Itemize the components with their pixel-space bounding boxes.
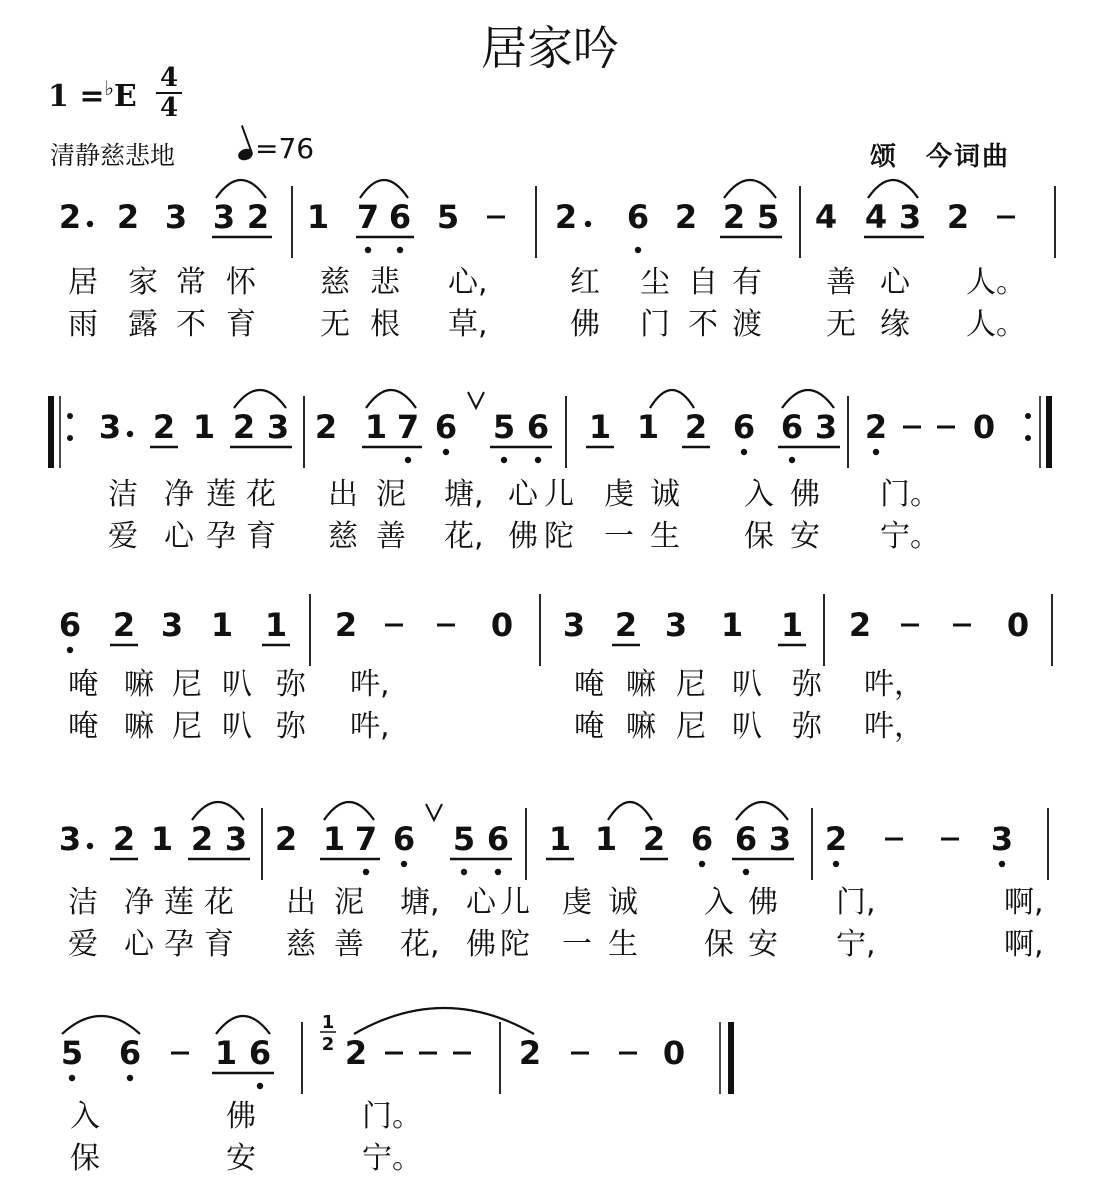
slur-arc: [736, 802, 788, 820]
lyric-syllable: 孕: [164, 927, 194, 962]
lyric-syllable: 门。: [880, 477, 940, 512]
note-1: 1: [264, 606, 288, 644]
note-6: 6: [118, 1034, 142, 1072]
lyric-syllable: 慈: [328, 519, 358, 554]
slur-arc: [366, 390, 416, 408]
lyric-syllable: 佛: [570, 307, 600, 342]
lyric-syllable: 吽,: [350, 709, 390, 744]
lyric-syllable: 善: [376, 519, 406, 554]
low-octave-dot: [443, 449, 449, 455]
augmentation-dot: [585, 221, 591, 227]
lyric-syllable: 吽，: [864, 709, 924, 744]
lyric-syllable: 心: [466, 885, 496, 920]
note-2: 2: [824, 820, 848, 858]
note-0: 0: [662, 1034, 686, 1072]
low-octave-dot: [741, 449, 747, 455]
lyric-syllable: 花,: [400, 927, 440, 962]
note-6: 6: [388, 198, 412, 236]
lyric-syllable: 悲: [370, 265, 400, 300]
note-6: 6: [690, 820, 714, 858]
slur-arc: [608, 802, 652, 820]
lyric-syllable: 叭: [222, 709, 252, 744]
lyric-syllable: 莲: [164, 885, 194, 920]
note-5: 5: [492, 408, 516, 446]
slur-arc: [782, 390, 834, 408]
lyric-syllable: 生: [608, 927, 638, 962]
lyric-syllable: 弥: [792, 667, 822, 702]
lyric-syllable: 育: [204, 927, 234, 962]
note-1: 1: [150, 820, 174, 858]
lyric-syllable: 塘,: [444, 477, 484, 512]
augmentation-dot: [87, 843, 93, 849]
lyric-syllable: 嘛: [124, 667, 154, 702]
note-1: 1: [548, 820, 572, 858]
lyric-syllable: 唵: [68, 709, 98, 744]
lyric-syllable: 入: [70, 1099, 100, 1134]
lyric-syllable: 嘛: [124, 709, 154, 744]
breath-mark: [426, 804, 442, 820]
lyric-syllable: 啊,: [1004, 885, 1044, 920]
note-0: 0: [490, 606, 514, 644]
note-2: 2: [112, 820, 136, 858]
note-1: 1: [214, 1034, 238, 1072]
note-3: 3: [814, 408, 838, 446]
lyric-syllable: 善: [826, 265, 856, 300]
note-2: 2: [554, 198, 578, 236]
lyric-syllable: 弥: [276, 709, 306, 744]
slur-arc: [354, 1008, 534, 1034]
note-2: 2: [946, 198, 970, 236]
note-1: 1: [210, 606, 234, 644]
lyric-syllable: 尼: [172, 709, 202, 744]
note-3: 3: [98, 408, 122, 446]
lyric-syllable: 门: [640, 307, 670, 342]
lyric-syllable: 尼: [676, 709, 706, 744]
lyric-syllable: 塘,: [400, 885, 440, 920]
low-octave-dot: [363, 869, 369, 875]
lyric-syllable: 安: [790, 519, 820, 554]
lyric-syllable: 嘛: [626, 667, 656, 702]
lyric-syllable: 保: [744, 519, 774, 554]
note-3: 3: [768, 820, 792, 858]
note-1: 1: [322, 820, 346, 858]
note-3: 3: [664, 606, 688, 644]
low-octave-dot: [535, 457, 541, 463]
slur-arc: [650, 390, 694, 408]
note-2: 2: [152, 408, 176, 446]
note-5: 5: [60, 1034, 84, 1072]
meter-bottom: 4: [159, 93, 179, 123]
note-3: 3: [58, 820, 82, 858]
lyric-syllable: 尘: [640, 265, 670, 300]
low-octave-dot: [69, 1075, 75, 1081]
lyric-syllable: 心: [164, 519, 194, 554]
key-signature: [48, 76, 137, 114]
lyric-syllable: 人。: [966, 307, 1026, 342]
lyric-syllable: 渡: [732, 307, 762, 342]
lyric-syllable: 儿: [544, 477, 574, 512]
low-octave-dot: [495, 869, 501, 875]
lyric-syllable: 诚: [650, 477, 680, 512]
low-octave-dot: [789, 457, 795, 463]
lyric-syllable: 花: [204, 885, 234, 920]
lyric-syllable: 怀: [226, 265, 256, 300]
lyric-syllable: 叭: [732, 667, 762, 702]
note-0: 0: [1006, 606, 1030, 644]
lyric-syllable: 弥: [792, 709, 822, 744]
note-6: 6: [626, 198, 650, 236]
lyric-syllable: 诚: [608, 885, 638, 920]
note-2: 2: [864, 408, 888, 446]
note-3: 3: [224, 820, 248, 858]
note-2: 2: [674, 198, 698, 236]
note-6: 6: [526, 408, 550, 446]
low-octave-dot: [397, 247, 403, 253]
lyric-syllable: 佛: [748, 885, 778, 920]
lyric-syllable: 宁。: [880, 519, 940, 554]
augmentation-dot: [87, 221, 93, 227]
note-5: 5: [452, 820, 476, 858]
note-4: 4: [864, 198, 888, 236]
note-6: 6: [780, 408, 804, 446]
lyric-syllable: 宁。: [362, 1141, 422, 1176]
note-1: 1: [720, 606, 744, 644]
note-2: 2: [314, 408, 338, 446]
note-3: 3: [212, 198, 236, 236]
lyric-syllable: 根: [370, 307, 400, 342]
note-1: 1: [588, 408, 612, 446]
note-2: 2: [116, 198, 140, 236]
lyric-syllable: 心: [880, 265, 910, 300]
lyric-syllable: 心: [508, 477, 538, 512]
lyric-syllable: 叭: [222, 667, 252, 702]
slur-arc: [324, 802, 374, 820]
lyric-syllable: 啊,: [1004, 927, 1044, 962]
lyric-syllable: 不: [176, 307, 206, 342]
tempo-marking: [238, 132, 314, 165]
note-6: 6: [734, 820, 758, 858]
note-2: 2: [190, 820, 214, 858]
lyric-syllable: 吽,: [350, 667, 390, 702]
note-6: 6: [732, 408, 756, 446]
meter-top: 4: [159, 63, 179, 93]
lyric-syllable: 花: [246, 477, 276, 512]
lyric-syllable: 红: [570, 265, 600, 300]
lyric-syllable: 出: [286, 885, 316, 920]
lyric-syllable: 虔: [562, 885, 592, 920]
note-1: 1: [306, 198, 330, 236]
note-4: 4: [814, 198, 838, 236]
repeat-dot: [1025, 435, 1031, 441]
note-5: 5: [436, 198, 460, 236]
note-2: 2: [246, 198, 270, 236]
low-octave-dot: [699, 861, 705, 867]
tempo-expression: 清静慈悲地: [50, 141, 176, 170]
slur-arc: [216, 1016, 270, 1034]
flat-sign: ♭: [104, 76, 114, 100]
low-octave-dot: [501, 457, 507, 463]
lyric-syllable: 安: [226, 1141, 256, 1176]
note-3: 3: [160, 606, 184, 644]
lyric-syllable: 尼: [676, 667, 706, 702]
lyric-syllable: 慈: [286, 927, 316, 962]
lyric-syllable: 出: [328, 477, 358, 512]
lyric-syllable: 居: [68, 265, 98, 300]
lyric-syllable: 虔: [604, 477, 634, 512]
low-octave-dot: [461, 869, 467, 875]
lyric-syllable: 善: [334, 927, 364, 962]
note-2: 2: [684, 408, 708, 446]
lyric-syllable: 自: [688, 265, 718, 300]
note-2: 2: [614, 606, 638, 644]
note-1: 1: [780, 606, 804, 644]
note-1: 1: [192, 408, 216, 446]
low-octave-dot: [999, 861, 1005, 867]
note-2: 2: [232, 408, 256, 446]
lyric-syllable: 保: [704, 927, 734, 962]
lyric-syllable: 尼: [172, 667, 202, 702]
low-octave-dot: [405, 457, 411, 463]
note-2: 2: [518, 1034, 542, 1072]
low-octave-dot: [635, 247, 641, 253]
lyric-syllable: 洁: [108, 477, 138, 512]
lyric-syllable: 有: [732, 265, 762, 300]
lyric-syllable: 心,: [448, 265, 488, 300]
lyric-syllable: 露: [128, 307, 158, 342]
lyric-syllable: 佛: [790, 477, 820, 512]
lyric-syllable: 弥: [276, 667, 306, 702]
lyric-syllable: 门。: [362, 1099, 422, 1134]
lyric-syllable: 嘛: [626, 709, 656, 744]
repeat-dot: [67, 435, 73, 441]
note-6: 6: [248, 1034, 272, 1072]
note-1: 1: [636, 408, 660, 446]
lyric-syllable: 洁: [68, 885, 98, 920]
lyric-syllable: 叭: [732, 709, 762, 744]
note-3: 3: [266, 408, 290, 446]
lyric-syllable: 陀: [500, 927, 530, 962]
tempo-value: =76: [255, 132, 315, 165]
lyric-syllable: 无: [826, 307, 856, 342]
slur-arc: [868, 180, 918, 198]
note-2: 2: [642, 820, 666, 858]
lyric-syllable: 门,: [836, 885, 876, 920]
repeat-start-thick: [48, 396, 54, 468]
lyric-syllable: 孕: [206, 519, 236, 554]
lyric-syllable: 陀: [544, 519, 574, 554]
slur-arc: [724, 180, 776, 198]
lyric-syllable: 一: [562, 927, 592, 962]
low-octave-dot: [743, 869, 749, 875]
note-3: 3: [990, 820, 1014, 858]
lyric-syllable: 雨: [68, 307, 98, 342]
lyric-syllable: 泥: [334, 885, 364, 920]
low-octave-dot: [67, 647, 73, 653]
lyric-syllable: 保: [70, 1141, 100, 1176]
volta-label-bottom: 2: [321, 1034, 335, 1055]
low-octave-dot: [127, 1075, 133, 1081]
note-7: 7: [396, 408, 420, 446]
lyric-syllable: 宁,: [836, 927, 876, 962]
lyric-syllable: 泥: [376, 477, 406, 512]
lyric-syllable: 家: [128, 265, 158, 300]
repeat-dot: [1025, 413, 1031, 419]
volta-label-top: 1: [321, 1012, 335, 1033]
repeat-dot: [67, 413, 73, 419]
note-2: 2: [344, 1034, 368, 1072]
final-bar-thick: [728, 1022, 734, 1094]
augmentation-dot: [127, 431, 133, 437]
lyric-syllable: 草,: [448, 307, 488, 342]
lyric-syllable: 吽，: [864, 667, 924, 702]
lyric-syllable: 安: [748, 927, 778, 962]
lyric-syllable: 缘: [880, 307, 910, 342]
lyric-syllable: 爱: [108, 519, 138, 554]
low-octave-dot: [833, 861, 839, 867]
note-6: 6: [58, 606, 82, 644]
slur-arc: [360, 180, 408, 198]
note-5: 5: [756, 198, 780, 236]
lyric-syllable: 人。: [966, 265, 1026, 300]
note-6: 6: [392, 820, 416, 858]
lyric-syllable: 净: [124, 885, 154, 920]
lyric-syllable: 一: [604, 519, 634, 554]
lyric-syllable: 莲: [206, 477, 236, 512]
note-2: 2: [274, 820, 298, 858]
lyric-syllable: 育: [226, 307, 256, 342]
lyric-syllable: 儿: [500, 885, 530, 920]
note-2: 2: [58, 198, 82, 236]
lyric-syllable: 无: [320, 307, 350, 342]
note-1: 1: [594, 820, 618, 858]
low-octave-dot: [257, 1083, 263, 1089]
lyric-syllable: 佛: [508, 519, 538, 554]
lyric-syllable: 不: [688, 307, 718, 342]
time-signature: [156, 64, 182, 122]
breath-mark: [468, 392, 484, 408]
lyric-syllable: 花,: [444, 519, 484, 554]
lyric-syllable: 唵: [574, 709, 604, 744]
note-7: 7: [356, 198, 380, 236]
key-note: E: [113, 79, 137, 114]
note-3: 3: [164, 198, 188, 236]
slur-arc: [216, 180, 266, 198]
note-6: 6: [486, 820, 510, 858]
key-prefix: 1 =: [48, 79, 105, 114]
slur-arc: [62, 1016, 140, 1034]
note-2: 2: [112, 606, 136, 644]
quarter-note-icon: [237, 147, 255, 162]
slur-arc: [192, 802, 244, 820]
note-2: 2: [722, 198, 746, 236]
lyric-syllable: 慈: [320, 265, 350, 300]
lyric-syllable: 育: [246, 519, 276, 554]
lyric-syllable: 净: [164, 477, 194, 512]
lyric-syllable: 佛: [466, 927, 496, 962]
lyric-syllable: 入: [744, 477, 774, 512]
lyric-syllable: 心: [124, 927, 154, 962]
low-octave-dot: [873, 449, 879, 455]
note-3: 3: [898, 198, 922, 236]
lyric-syllable: 爱: [68, 927, 98, 962]
lyric-syllable: 生: [650, 519, 680, 554]
low-octave-dot: [401, 861, 407, 867]
song-title: 居家吟: [481, 21, 619, 75]
note-2: 2: [848, 606, 872, 644]
note-2: 2: [334, 606, 358, 644]
low-octave-dot: [365, 247, 371, 253]
note-1: 1: [364, 408, 388, 446]
note-7: 7: [354, 820, 378, 858]
note-3: 3: [562, 606, 586, 644]
lyric-syllable: 常: [176, 265, 206, 300]
repeat-end-thick: [1046, 396, 1052, 468]
lyric-syllable: 唵: [68, 667, 98, 702]
note-0: 0: [972, 408, 996, 446]
lyric-syllable: 入: [704, 885, 734, 920]
lyric-syllable: 佛: [226, 1099, 256, 1134]
lyric-syllable: 唵: [574, 667, 604, 702]
slur-arc: [234, 390, 286, 408]
composer-credit: 颂 今词曲: [870, 142, 1011, 172]
note-6: 6: [434, 408, 458, 446]
